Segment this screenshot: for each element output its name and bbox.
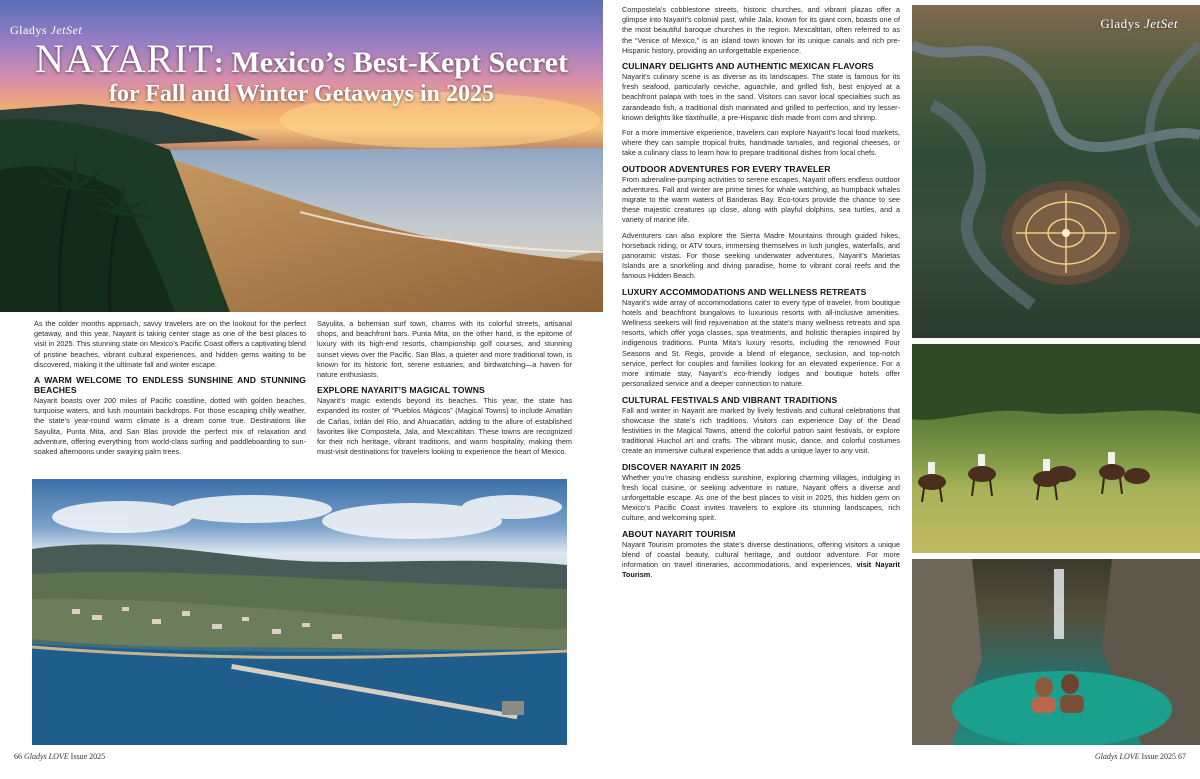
heading-discover: DISCOVER NAYARIT IN 2025 bbox=[622, 461, 741, 472]
page-number-left: 66 bbox=[14, 752, 22, 761]
visit-nayarit-tourism-link[interactable]: visit Nayarit Tourism bbox=[622, 559, 900, 580]
heading-warm-welcome: A WARM WELCOME TO ENDLESS SUNSHINE AND STUNNING BEACHES bbox=[34, 375, 306, 396]
issue-right: Issue 2025 bbox=[1141, 752, 1176, 761]
issue-left: Issue 2025 bbox=[70, 752, 106, 761]
markets-paragraph: For a more immersive experience, travelers can explore Nayarit’s local food markets, where they can sample tropical fruits, handmade tamales, and regional cheeses, or take a culinary class to learn how to prepare traditional dishes from local chefs. bbox=[622, 128, 900, 158]
left-column-2 bbox=[317, 319, 572, 462]
luxury-paragraph: Nayarit’s wide array of accommodations cater to every type of traveler, from boutique hotels and beachfront bungalows to luxurious resorts with all-inclusive amenities. Wellness seekers will find rejuvenation at the state’s many wellness retreats and spa resorts, which offer yoga classes, spa treatments, and holistic therapies inspired by indigenous traditions. Punta Mita’s luxury resorts, including the renowned Four Seasons and St. Regis, provide a blend of elegance, seclusion, and top-notch service, perfect for couples and families looking for an elevated experience. For a more intimate stay, Nayarit’s eco-friendly lodges and boutique hotels offer personalized service and a deeper connection to nature. bbox=[622, 297, 900, 389]
left-column-1 bbox=[34, 319, 306, 462]
heading-magical-towns: EXPLORE NAYARIT’S MAGICAL TOWNS bbox=[317, 385, 485, 396]
about-paragraph: Nayarit Tourism promotes the state’s diverse destinations, offering visitors a unique blend of coastal beauty, cultural heritage, and outdoor adventure. For more information on travel itineraries, accommodations, and experiences, visit Nayarit Tourism. bbox=[622, 539, 900, 580]
gladys-jetset-logo-right: Gladys JetSet bbox=[1100, 16, 1178, 31]
culinary-paragraph: Nayarit’s culinary scene is as diverse as its landscapes. The state is famous for its fresh seafood, particularly ceviche, aguachile, and grilled fish, best enjoyed at a beachfront palapa with toes in the sand. Visitors can savor local specialties such as zarandeado fish, a traditional dish marinated and grilled to perfection, and try lesser-known delights like tlaxtihuille, a pre-Hispanic dish made from corn and shrimp. bbox=[622, 72, 900, 122]
page-number-right: 67 bbox=[1178, 752, 1186, 761]
article-title bbox=[0, 36, 603, 109]
polo-match-photo bbox=[912, 344, 1200, 553]
title-line2: for Fall and Winter Getaways in 2025 bbox=[109, 81, 494, 107]
intro-paragraph: As the colder months approach, savvy travelers are on the lookout for the perfect getaway, and this year, Nayarit is taking center stage as one of the best places to visit in 2025. This stunning state on Mexico’s Pacific Coast offers a captivating blend of pristine beaches, vibrant cultural experiences, and hidden gems waiting to be discovered, making it the ultimate fall and winter escape. bbox=[34, 319, 306, 369]
pool-illustration bbox=[912, 559, 1200, 745]
sierra-paragraph: Adventurers can also explore the Sierra Madre Mountains through guided hikes, horseback riding, or ATV tours, immersing themselves in lush jungles, waterfalls, and panoramic vistas. For those seeking underwater adventures, Nayarit’s Marietas Islands are a snorkeling and diving paradise, home to vibrant coral reefs and the famous Hidden Beach. bbox=[622, 230, 900, 281]
polo-illustration bbox=[912, 344, 1200, 553]
outdoor-paragraph: From adrenaline-pumping activities to serene escapes, Nayarit offers endless outdoor adventures. Fall and winter are prime times for whale watching, as humpback whales migrate to the warm waters of Banderas Bay. Eco-tours provide the chance to see these majestic creatures up close, along with playful dolphins, sea turtles, and a variety of marine life. bbox=[622, 174, 900, 225]
aerial-illustration bbox=[912, 5, 1200, 338]
heading-culinary: CULINARY DELIGHTS AND AUTHENTIC MEXICAN FLAVORS bbox=[622, 61, 874, 72]
island-aerial-photo bbox=[912, 5, 1200, 338]
waterfall-pool-couple-photo bbox=[912, 559, 1200, 745]
magical-towns-paragraph: Nayarit’s magic extends beyond its beaches. This year, the state has expanded its roster of “Pueblos Mágicos” (Magical Towns) to include Amatlán de Cañas, Ixtlán del Río, and Ahuacatlán, adding to the allure of established favorites like Compostela, Jala, and Mexcaltitan. These towns are recognized for their rich heritage, vibrant traditions, and warm hospitality, making them must-visit destinations for travelers looking to experience the heart of Mexico. bbox=[317, 396, 572, 457]
right-column bbox=[622, 5, 900, 585]
welcome-paragraph: Nayarit boasts over 200 miles of Pacific coastline, dotted with golden beaches, turquoise waters, and lush mountain backdrops. For those escaping chilly weather, the state’s year-round warm climate is a dream come true. Destinations like Sayulita, Punta Mita, and San Blas provide the perfect mix of relaxation and adventure, offering everything from world-class surfing and paddleboarding to sun-soaked afternoons under swaying palm trees. bbox=[34, 396, 306, 457]
sayulita-paragraph: Sayulita, a bohemian surf town, charms with its colorful streets, artisanal shops, and beachfront bars. Punta Mita, on the other hand, is the epitome of luxury with its high-end resorts, championship golf courses, and stunning sunset views over the Pacific. San Blas, a quieter and more traditional town, is known for its historic fort, serene estuaries, and birdwatching—a haven for nature enthusiasts. bbox=[317, 319, 572, 380]
magazine-name-left: Gladys LOVE bbox=[24, 752, 69, 761]
discover-paragraph: Whether you’re chasing endless sunshine, exploring charming villages, indulging in fresh local cuisine, or seeking adventure in nature, Nayarit offers a diverse and unforgettable escape. As one of the best places to visit in 2025, this hidden gem on Mexico’s Pacific Coast invites travelers to explore its stunning landscapes, rich culture, and welcoming spirit. bbox=[622, 472, 900, 523]
title-word: NAYARIT bbox=[35, 36, 214, 81]
gladys-jetset-logo: Gladys JetSet bbox=[10, 23, 83, 37]
heading-about: ABOUT NAYARIT TOURISM bbox=[622, 528, 736, 539]
folio-left bbox=[14, 752, 105, 761]
festivals-paragraph: Fall and winter in Nayarit are marked by lively festivals and cultural celebrations that showcase the state’s rich traditions. Visitors can experience Day of the Dead festivities in the Magical Towns, attend the colorful patron saint festivals, or explore traditional Huichol art and crafts. The vibrant music, dance, and colorful costumes create an immersive cultural experience that adds a unique layer to any visit. bbox=[622, 405, 900, 456]
hero-sunset-beach-photo bbox=[0, 0, 603, 312]
folio-right bbox=[1095, 752, 1186, 761]
magazine-name-right: Gladys LOVE bbox=[1094, 752, 1140, 761]
heading-luxury: LUXURY ACCOMMODATIONS AND WELLNESS RETREATS bbox=[622, 286, 867, 297]
compostela-paragraph: Compostela’s cobblestone streets, historic churches, and vibrant plazas offer a glimpse into Nayarit’s colonial past, while Jala, known for its giant corn, boasts one of the most beautiful baroque churches in the region. Mexcaltitan, often referred to as the “Venice of Mexico,” is an island town known for its unique canals and rich pre-Hispanic history, providing an unforgettable experience. bbox=[622, 5, 900, 55]
coastal-town-pier-photo bbox=[32, 479, 567, 745]
heading-festivals: CULTURAL FESTIVALS AND VIBRANT TRADITIONS bbox=[622, 394, 838, 405]
heading-outdoor: OUTDOOR ADVENTURES FOR EVERY TRAVELER bbox=[622, 163, 831, 174]
title-rest: : Mexico’s Best-Kept Secret bbox=[213, 46, 568, 79]
town-illustration bbox=[32, 479, 567, 745]
